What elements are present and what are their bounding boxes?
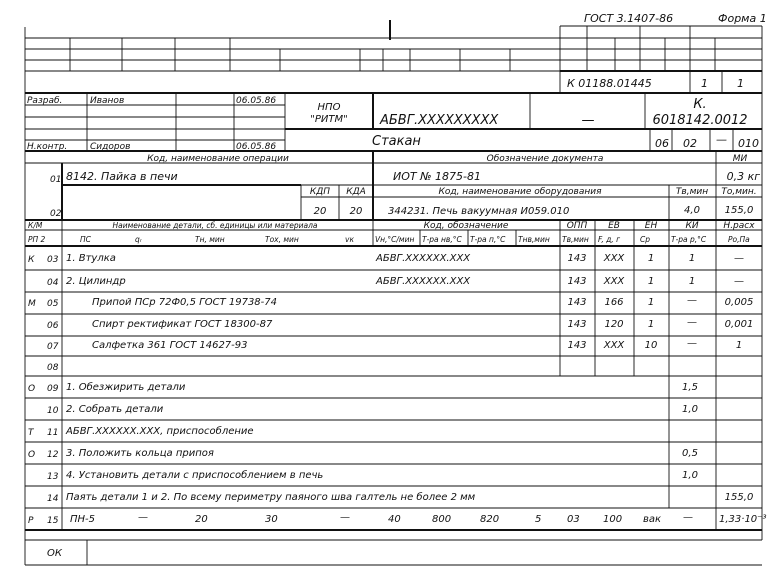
ki-cell: 1 (688, 276, 696, 287)
kda-value: 20 (349, 206, 363, 217)
doc-header: Обозначение документа (486, 154, 604, 164)
row-num: 13 (47, 472, 59, 482)
ki-label: КИ (685, 221, 699, 231)
nrash-cell: — (734, 253, 744, 264)
row-num: 12 (47, 450, 59, 460)
code-010: 010 (738, 137, 759, 150)
opp-cell: 143 (567, 276, 587, 287)
part-code-cell: АБВГ.ХХХХХХ.ХХХ (376, 253, 471, 264)
tnag-value: 800 (432, 514, 452, 525)
ki-cell: 1,0 (682, 404, 698, 415)
tn-value: 20 (195, 514, 208, 525)
ps-label: ПС (80, 235, 91, 244)
nrash-cell: 0,001 (724, 319, 754, 330)
part-code-cell: АБВГ.ХХХХХХ.ХХХ (376, 276, 471, 287)
transition-text: 4. Установить детали с приспособлением в печь (66, 470, 324, 481)
vk-value: — (340, 512, 350, 523)
fdg-value: 100 (603, 514, 623, 525)
controller-name: Сидоров (90, 142, 131, 152)
ki-cell: 1,5 (682, 382, 698, 393)
document-code: К 01188.01445 (567, 77, 652, 90)
doc-code: АБВГ.ХХХХХХХХХ (380, 113, 499, 128)
row-num-02: 02 (50, 209, 62, 219)
trap-value: — (683, 512, 693, 523)
transition-text: 2. Собрать детали (66, 404, 164, 415)
nrash-cell: 0,005 (724, 297, 754, 308)
en-cell: 1 (647, 253, 655, 264)
row-num: 03 (47, 255, 59, 265)
op-header: Код, наименование операции (147, 154, 289, 164)
ki-cell: — (687, 295, 697, 306)
org-line2: "РИТМ" (310, 114, 348, 125)
ki-cell: — (687, 317, 697, 328)
row-num: 04 (47, 278, 59, 288)
row-prefix: М (28, 299, 36, 309)
opp-cell: 143 (567, 340, 587, 351)
kdp-label: КДП (309, 187, 331, 197)
sheets-total: 1 (737, 77, 744, 90)
developed-label: Разраб. (27, 96, 63, 106)
operation-name: 8142. Пайка в печи (66, 170, 178, 183)
ev-cell: 120 (604, 319, 624, 330)
code-06: 06 (655, 137, 669, 150)
tn-label: Тн, мин (195, 235, 225, 244)
row-num: 11 (47, 428, 59, 438)
instruction-doc: ИОТ № 1875-81 (393, 170, 481, 183)
material-name-cell: Припой ПСр 72Ф0,5 ГОСТ 19738-74 (92, 297, 277, 308)
en-cell: 10 (644, 340, 658, 351)
k-label: К. (693, 97, 707, 112)
fdg-label: F, д, г (598, 235, 621, 244)
control-label: Н.контр. (27, 142, 68, 152)
org-line1: НПО (317, 102, 341, 113)
row-num: 09 (47, 384, 59, 394)
nrash-cell: 155,0 (724, 492, 754, 503)
vk-label: vк (345, 235, 354, 244)
vn-value: 40 (388, 514, 401, 525)
row-prefix: Р (28, 516, 34, 526)
popa-label: Ро,Па (728, 235, 750, 244)
row-num-01: 01 (50, 175, 62, 185)
part-header: Наименование детали, сб. единицы или материала (112, 221, 318, 230)
opp-cell: 143 (567, 253, 587, 264)
nrash-cell: — (734, 276, 744, 287)
control-date: 06.05.86 (236, 142, 277, 152)
to-value: 155,0 (724, 205, 754, 216)
ok-label: ОК (47, 548, 62, 559)
part-name-cell: 2. Цилиндр (66, 276, 126, 287)
row-num: 07 (47, 342, 59, 352)
tooling-text: АБВГ.ХХХХХХ.ХХХ, приспособление (66, 426, 254, 437)
en-cell: 1 (647, 297, 655, 308)
equip-header: Код, наименование оборудования (438, 187, 602, 197)
row-num: 06 (47, 321, 59, 331)
trap-label: Т-ра р,°С (671, 235, 707, 244)
ev-label: ЕВ (608, 221, 620, 231)
qr-value: — (138, 512, 148, 523)
material-name-cell: Спирт ректификат ГОСТ 18300-87 (92, 319, 273, 330)
ki-cell: 1,0 (682, 470, 698, 481)
tox-label: Тох, мин (265, 235, 299, 244)
ki-cell: — (687, 338, 697, 349)
tpl-label: Т-ра п,°С (470, 235, 506, 244)
nrash-label: Н.расх (723, 221, 755, 231)
row-prefix: О (28, 384, 36, 394)
row-num: 05 (47, 299, 59, 309)
code-header: Код, обозначение (423, 221, 509, 231)
developer-name: Иванов (90, 96, 125, 106)
vn-label: Vн,°С/мин (375, 235, 415, 244)
mi-value: 0,3 кг (726, 170, 760, 183)
kda-label: КДА (346, 187, 366, 197)
developed-date: 06.05.86 (236, 96, 277, 106)
tv-label: Тв,мин (675, 187, 709, 197)
km-label: К/М (28, 221, 43, 230)
part-name: Стакан (372, 134, 421, 149)
nrash-cell: 1 (735, 340, 743, 351)
row-num: 14 (47, 494, 59, 504)
sr-value: вак (643, 514, 662, 525)
row-num: 15 (47, 516, 59, 526)
ev-cell: ХХХ (603, 276, 625, 287)
code-02: 02 (683, 137, 697, 150)
sheet-number: 1 (701, 77, 708, 90)
transition-text: Паять детали 1 и 2. По всему периметру паяного шва галтель не более 2 мм (66, 492, 476, 503)
popa-value: 1,33·10⁻³ (719, 514, 767, 525)
row-num: 08 (47, 363, 59, 373)
ev-cell: ХХХ (603, 253, 625, 264)
part-name-cell: 1. Втулка (66, 253, 116, 264)
row-prefix: О (28, 450, 36, 460)
tvmin-label: Тв,мин (562, 235, 589, 244)
en-cell: 1 (647, 319, 655, 330)
qr-label: qᵣ (135, 235, 142, 244)
en-label: ЕН (644, 221, 658, 231)
tnag-label: Т-ра нв,°С (422, 235, 462, 244)
tpl-value: 820 (480, 514, 500, 525)
rp2-label: РП 2 (28, 235, 46, 244)
opp-cell: 143 (567, 319, 587, 330)
ev-cell: 166 (604, 297, 624, 308)
opp-label: ОПП (566, 221, 588, 231)
ki-cell: 1 (688, 253, 696, 264)
transition-text: 3. Положить кольца припоя (66, 448, 214, 459)
ps-value: ПН-5 (70, 514, 96, 525)
tox-value: 30 (265, 514, 278, 525)
mi-header: МИ (732, 154, 748, 164)
doc-dash: — (581, 113, 595, 128)
equipment-name: 344231. Печь вакуумная И059.010 (388, 206, 570, 217)
code-dash: — (716, 133, 727, 146)
ki-cell: 0,5 (682, 448, 698, 459)
transition-text: 1. Обезжирить детали (66, 382, 186, 393)
opp-cell: 143 (567, 297, 587, 308)
row-prefix: Т (28, 428, 34, 438)
tvsh-value: 5 (535, 514, 542, 525)
row-prefix: К (28, 255, 35, 265)
standard-label: ГОСТ 3.1407-86 (584, 12, 674, 25)
sr-label: Ср (640, 235, 650, 244)
to-label: То,мин. (721, 187, 757, 197)
ev-cell: ХХХ (603, 340, 625, 351)
tvsh-label: Тнв,мин (518, 235, 550, 244)
en-cell: 1 (647, 276, 655, 287)
kdp-value: 20 (313, 206, 327, 217)
k-code: 6018142.0012 (652, 113, 748, 128)
form-label: Форма 1 (718, 12, 767, 25)
tvmin-value: 03 (567, 514, 580, 525)
tv-value: 4,0 (684, 205, 700, 216)
material-name-cell: Салфетка 361 ГОСТ 14627-93 (92, 340, 248, 351)
row-num: 10 (47, 406, 59, 416)
